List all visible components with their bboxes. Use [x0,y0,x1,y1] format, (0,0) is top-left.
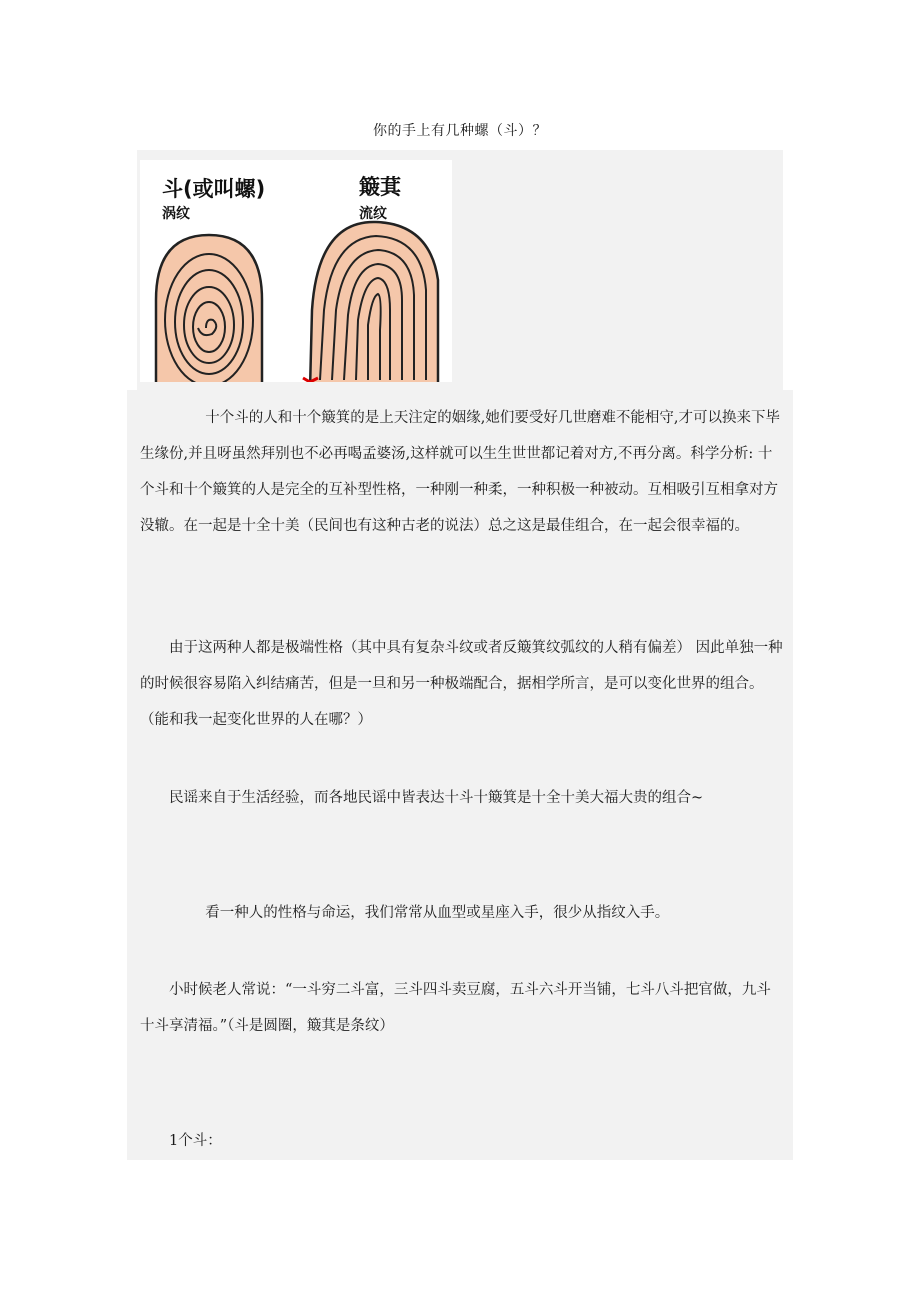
loop-label: 簸萁 [359,175,401,199]
loop-sublabel: 流纹 [359,206,387,222]
document-title: 你的手上有几种螺（斗）？ [373,123,547,139]
paragraph-5: 小时候老人常说：“一斗穷二斗富，三斗四斗卖豆腐，五斗六斗开当铺，七斗八斗把官做，九斗十斗享清福。”（斗是圆圈，簸萁是条纹） [140,982,771,1034]
paragraph-2: 由于这两种人都是极端性格（其中具有复杂斗纹或者反簸箕纹弧纹的人稍有偏差） 因此单独一种的时候很容易陷入纠结痛苦，但是一旦和另一种极端配合，据相学所言，是可以变化世界的组合。 （能和我一起变化世界的人在哪？） [140,640,783,728]
loop-fingerprint-icon [310,222,438,382]
paragraph-3: 民谣来自于生活经验，而各地民谣中皆表达十斗十簸箕是十全十美大福大贵的组合~ [169,790,704,806]
paragraph-6: 1个斗： [169,1133,222,1149]
whorl-fingerprint-icon [156,235,262,382]
fingerprint-figure [140,160,452,382]
paragraph-1: 十个斗的人和十个簸箕的是上天注定的姻缘,她们要受好几世磨难不能相守,才可以换来下毕生缘份,并且呀虽然拜别也不必再喝孟婆汤,这样就可以生生世世都记着对方,不再分离。科学分析: 十个斗和十个簸箕的人是完全的互补型性格，一种刚一种柔，一种积极一种被动。互相吸引互相拿对方没辙。在一起是十全十美（民间也有这种古老的说法）总之这是最佳组合，在一起会很幸福的。 [140,410,780,534]
whorl-sublabel: 涡纹 [162,206,190,222]
whorl-label: 斗(或叫螺) [162,177,266,201]
paragraph-4: 看一种人的性格与命运，我们常常从血型或星座入手，很少从指纹入手。 [205,905,670,921]
